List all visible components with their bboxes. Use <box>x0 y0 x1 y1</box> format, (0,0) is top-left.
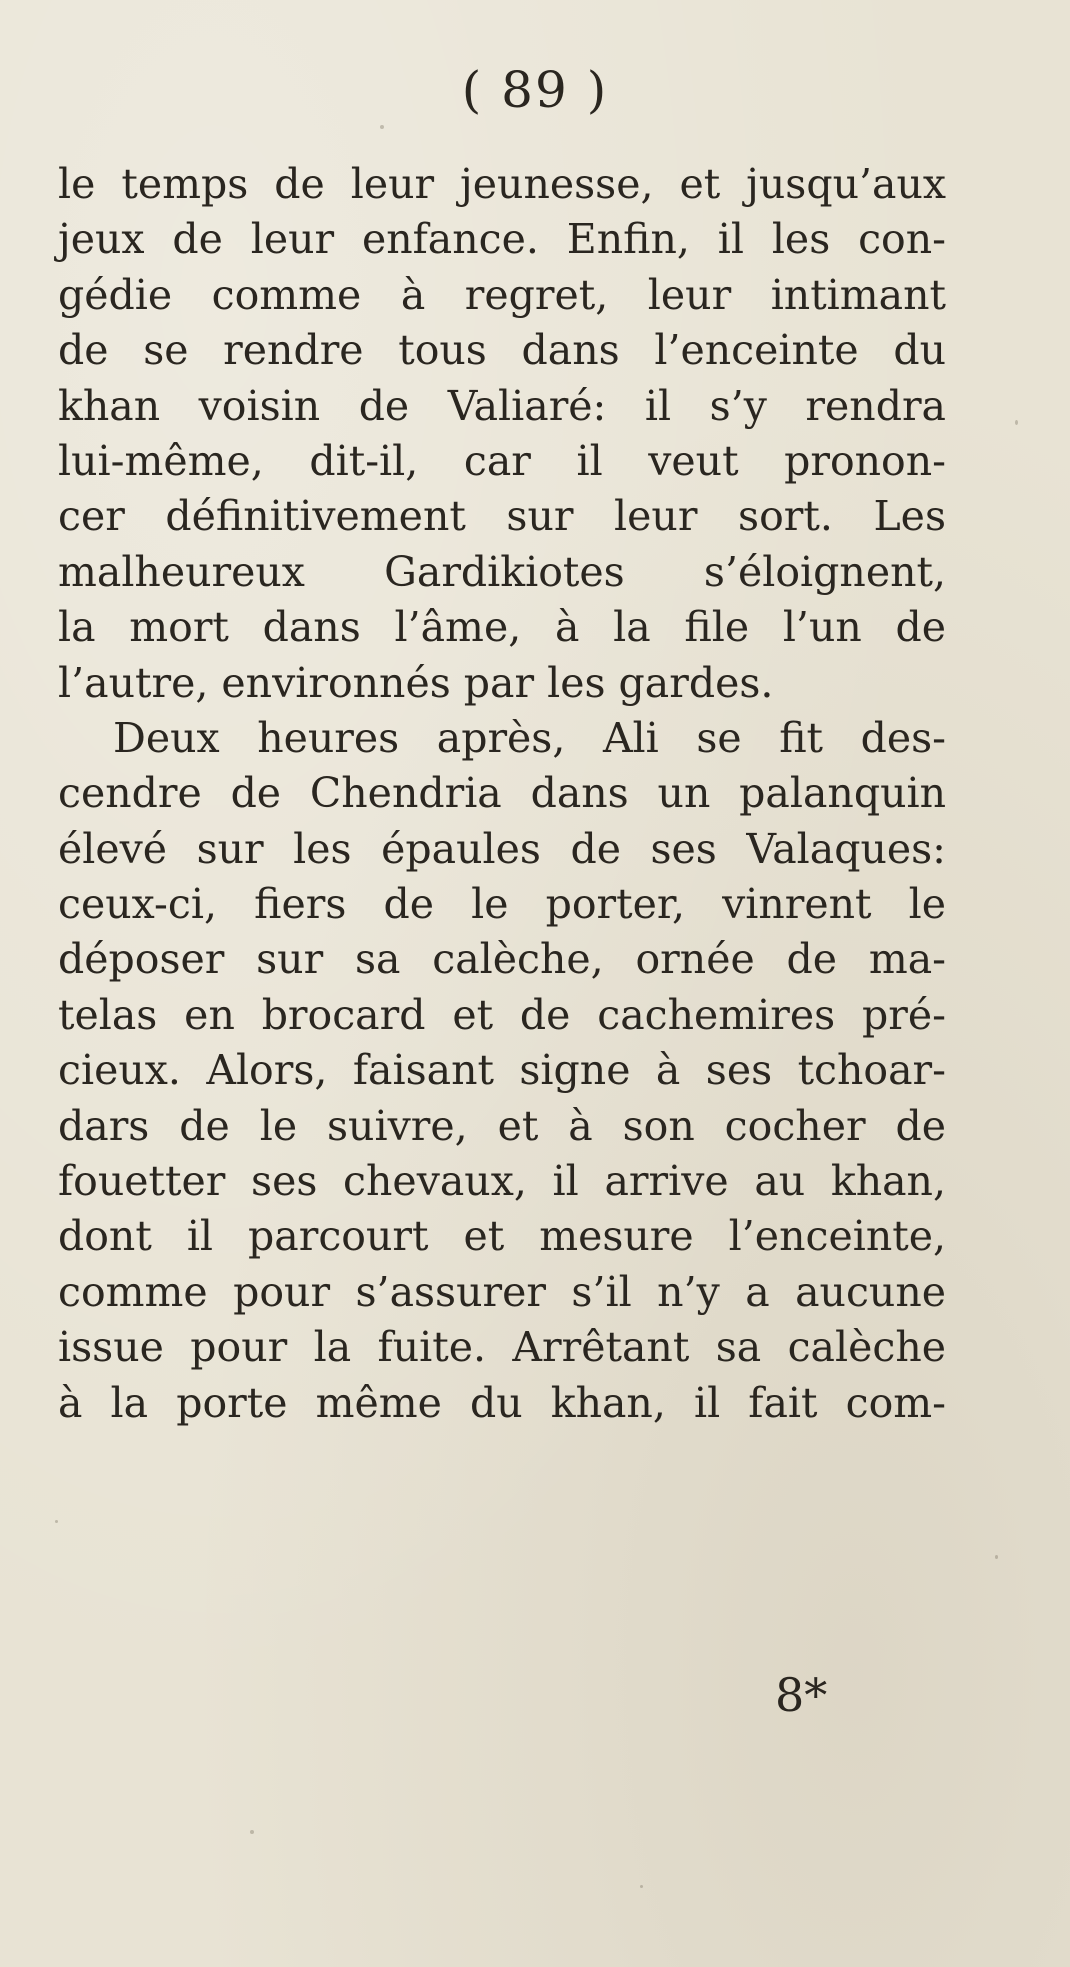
text-line: dars de le suivre, et à son cocher de <box>58 1101 946 1150</box>
text-line: cendre de Chendria dans un palanquin <box>58 769 946 818</box>
body-text <box>58 157 946 1431</box>
text-line: lui-même, dit-il, car il veut pronon- <box>58 436 946 485</box>
text-line: fouetter ses chevaux, il arrive au khan, <box>58 1157 946 1206</box>
signature-mark: 8* <box>775 1668 828 1722</box>
paper-speck <box>995 1555 998 1559</box>
text-line: cer définitivement sur leur sort. Les <box>58 492 946 541</box>
paper-speck <box>250 1830 254 1834</box>
paper-speck <box>640 1885 643 1888</box>
text-line: khan voisin de Valiaré: il s’y rendra <box>58 381 946 430</box>
paper-speck <box>55 1520 58 1523</box>
text-line: telas en brocard et de cachemires pré- <box>58 990 946 1039</box>
paper-speck <box>380 125 384 129</box>
text-line: de se rendre tous dans l’enceinte du <box>58 326 946 375</box>
paragraph-start-line: Deux heures après, Ali se fit des- <box>113 713 946 762</box>
text-line: cieux. Alors, faisant signe à ses tchoar- <box>58 1046 946 1095</box>
text-line: jeux de leur enfance. Enfin, il les con- <box>58 215 946 264</box>
text-line: dont il parcourt et mesure l’enceinte, <box>58 1212 946 1261</box>
text-line: comme pour s’assurer s’il n’y a aucune <box>58 1267 946 1316</box>
text-line: malheureux Gardikiotes s’éloignent, <box>58 547 946 596</box>
text-line: déposer sur sa calèche, ornée de ma- <box>58 935 946 984</box>
text-line: la mort dans l’âme, à la file l’un de <box>58 603 946 652</box>
text-line: élevé sur les épaules de ses Valaques: <box>58 824 946 873</box>
paper-speck <box>1015 420 1018 425</box>
text-line: ceux-ci, fiers de le porter, vinrent le <box>58 880 946 929</box>
text-line: à la porte même du khan, il fait com- <box>58 1378 946 1427</box>
text-line: issue pour la fuite. Arrêtant sa calèche <box>58 1323 946 1372</box>
text-line: l’autre, environnés par les gardes. <box>58 658 774 707</box>
page-number: ( 89 ) <box>461 61 609 119</box>
text-line: le temps de leur jeunesse, et jusqu’aux <box>58 160 946 208</box>
text-line: gédie comme à regret, leur intimant <box>58 270 946 319</box>
